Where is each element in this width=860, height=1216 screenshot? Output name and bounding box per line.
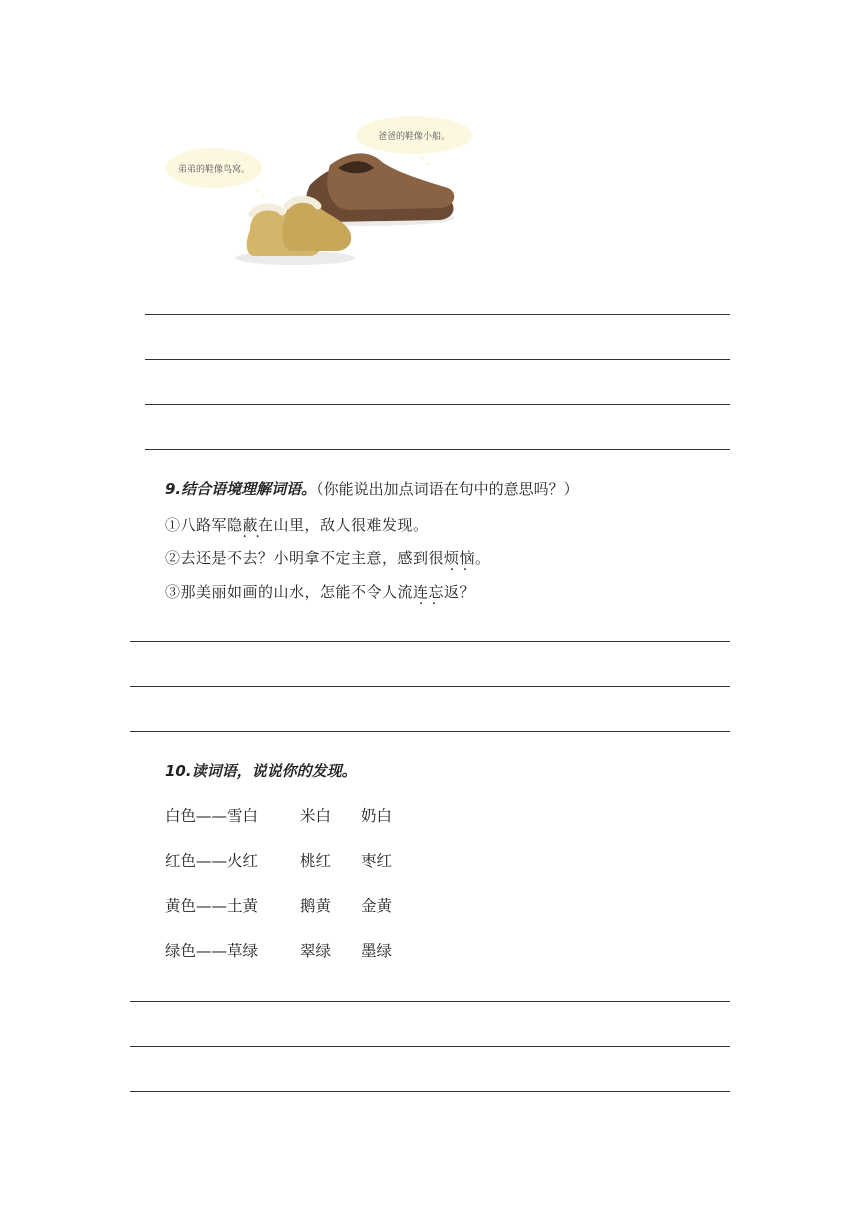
word-2: 米白 — [300, 807, 332, 825]
bubble-left-text: 弟弟的鞋像鸟窝。 — [177, 164, 250, 175]
word-base: 白色——雪白 — [165, 807, 259, 825]
word-3: 墨绿 — [361, 942, 393, 960]
answer-line[interactable] — [130, 686, 730, 687]
answer-line[interactable] — [130, 1046, 730, 1047]
q10-number: 10. — [165, 762, 192, 780]
answer-line[interactable] — [130, 641, 730, 642]
word-2: 鹅黄 — [300, 897, 332, 915]
answer-line[interactable] — [145, 314, 730, 315]
emphasized-word: 蔽 · · — [243, 516, 259, 534]
word-base: 红色——火红 — [165, 852, 259, 870]
q9-title-text: 结合语境理解词语。 — [181, 480, 317, 498]
word-2: 桃红 — [300, 852, 332, 870]
q9-hint: （你能说出加点词语在句中的意思吗？） — [316, 480, 579, 498]
emphasized-word: 烦恼 · · — [444, 549, 475, 567]
word-3: 奶白 — [361, 807, 393, 825]
word-base: 黄色——土黄 — [165, 897, 259, 915]
word-3: 金黄 — [361, 897, 393, 915]
answer-line[interactable] — [145, 404, 730, 405]
answer-line[interactable] — [145, 359, 730, 360]
answer-line[interactable] — [130, 1091, 730, 1092]
word-base: 绿色——草绿 — [165, 942, 259, 960]
q10-title-text: 读词语，说说你的发现。 — [191, 762, 357, 780]
answer-line[interactable] — [130, 1001, 730, 1002]
answer-line[interactable] — [145, 449, 730, 450]
bubble-right-text: 爸爸的鞋像小船。 — [377, 131, 450, 142]
word-2: 翠绿 — [300, 942, 332, 960]
q9-title — [165, 478, 579, 499]
word-3: 枣红 — [361, 852, 393, 870]
q9-sentence-3: ③那美丽如画的山水，怎能不令人流连忘返 · ·？ — [165, 581, 475, 602]
q9-number: 9. — [165, 480, 182, 498]
q10-title — [165, 760, 357, 781]
answer-line[interactable] — [130, 731, 730, 732]
q9-sentence-2: ②去还是不去？小明拿不定主意，感到很烦恼 · ·。 — [165, 547, 491, 568]
shoes-icon — [160, 110, 480, 275]
emphasized-word: 流连忘返 · · — [398, 583, 460, 601]
shoes-illustration — [160, 110, 480, 275]
q9-sentence-1: ①八路军隐蔽 · ·在山里，敌人很难发现。 — [165, 514, 429, 535]
